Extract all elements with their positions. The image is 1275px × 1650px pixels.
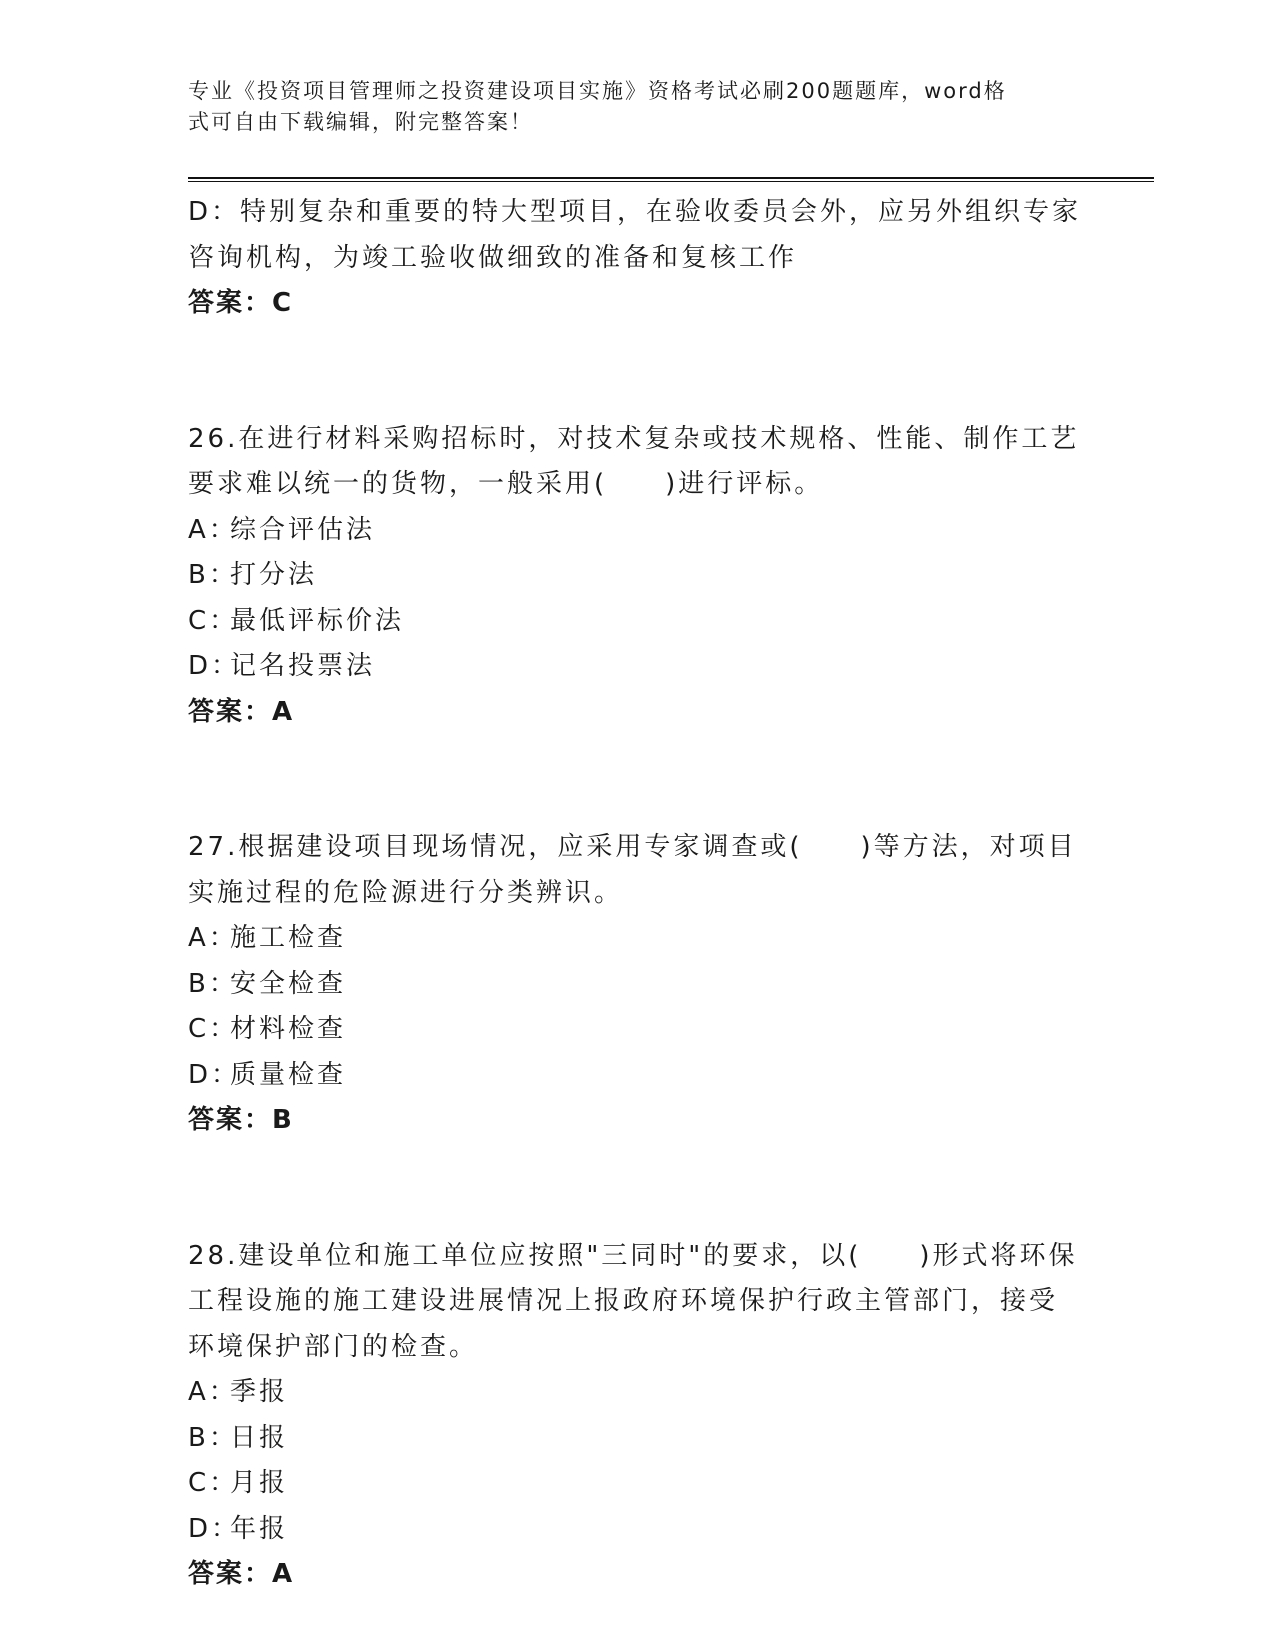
option-key: C： bbox=[188, 605, 239, 636]
header-divider-thin bbox=[188, 181, 1154, 182]
question-spacer bbox=[188, 735, 1088, 825]
option-a bbox=[188, 916, 1088, 962]
option-text: 月报 bbox=[230, 1468, 289, 1498]
option-text: 年报 bbox=[230, 1513, 289, 1544]
option-text: 质量检查 bbox=[230, 1059, 347, 1090]
option-d-line-1: D：特别复杂和重要的特大型项目，在验收委员会外，应另外组织专家 bbox=[188, 197, 1082, 227]
option-key: D： bbox=[188, 1513, 241, 1544]
option-c bbox=[188, 1461, 1088, 1507]
answer-line: 答案：B bbox=[188, 1105, 294, 1135]
option-d bbox=[188, 1053, 1088, 1099]
answer-line: 答案：A bbox=[188, 696, 295, 727]
option-c bbox=[188, 599, 1088, 645]
question-content bbox=[188, 190, 1088, 1598]
option-text: 综合评估法 bbox=[230, 514, 376, 545]
option-text: 日报 bbox=[230, 1422, 289, 1453]
option-d-line-2: 咨询机构，为竣工验收做细致的准备和复核工作 bbox=[188, 242, 798, 273]
question-stem-line: 要求难以统一的货物，一般采用( )进行评标。 bbox=[188, 469, 824, 499]
option-text: 季报 bbox=[230, 1377, 289, 1407]
option-key: D： bbox=[188, 1059, 241, 1090]
option-key: A： bbox=[188, 514, 238, 545]
option-b bbox=[188, 1416, 1088, 1462]
option-key: A： bbox=[188, 1377, 238, 1407]
option-d bbox=[188, 644, 1088, 690]
header-divider-thick bbox=[188, 177, 1154, 179]
option-key: B： bbox=[188, 968, 238, 999]
option-d bbox=[188, 1507, 1088, 1553]
option-text: 最低评标价法 bbox=[230, 605, 405, 636]
question-stem-line: 26.在进行材料采购招标时，对技术复杂或技术规格、性能、制作工艺 bbox=[188, 423, 1080, 454]
answer-line: 答案：C bbox=[188, 288, 294, 318]
header-line-2: 式可自由下载编辑，附完整答案！ bbox=[188, 110, 533, 134]
previous-question-tail bbox=[188, 190, 1088, 327]
option-b bbox=[188, 962, 1088, 1008]
option-text: 施工检查 bbox=[230, 923, 347, 953]
option-key: B： bbox=[188, 1422, 238, 1453]
question-stem-line: 环境保护部门的检查。 bbox=[188, 1331, 479, 1362]
document-header bbox=[188, 76, 1068, 138]
option-text: 安全检查 bbox=[230, 968, 347, 999]
question-26 bbox=[188, 417, 1088, 736]
question-28 bbox=[188, 1234, 1088, 1598]
option-c bbox=[188, 1007, 1088, 1053]
option-key: C： bbox=[188, 1468, 239, 1498]
option-text: 打分法 bbox=[230, 560, 318, 590]
option-text: 材料检查 bbox=[230, 1014, 347, 1044]
option-a bbox=[188, 1370, 1088, 1416]
question-27 bbox=[188, 825, 1088, 1144]
answer-line: 答案：A bbox=[188, 1559, 295, 1589]
option-key: D： bbox=[188, 651, 241, 681]
option-text: 记名投票法 bbox=[230, 651, 376, 681]
option-b bbox=[188, 553, 1088, 599]
header-line-1: 专业《投资项目管理师之投资建设项目实施》资格考试必刷200题题库，word格 bbox=[188, 79, 1007, 103]
question-stem-line: 27.根据建设项目现场情况，应采用专家调查或( )等方法，对项目 bbox=[188, 832, 1077, 862]
option-key: C： bbox=[188, 1014, 239, 1044]
question-stem-line: 28.建设单位和施工单位应按照"三同时"的要求，以( )形式将环保 bbox=[188, 1240, 1078, 1271]
question-spacer bbox=[188, 327, 1088, 417]
question-spacer bbox=[188, 1144, 1088, 1234]
option-key: A： bbox=[188, 923, 238, 953]
option-a bbox=[188, 508, 1088, 554]
question-stem-line: 工程设施的施工建设进展情况上报政府环境保护行政主管部门，接受 bbox=[188, 1286, 1059, 1316]
option-key: B： bbox=[188, 560, 238, 590]
question-stem-line: 实施过程的危险源进行分类辨识。 bbox=[188, 877, 624, 908]
